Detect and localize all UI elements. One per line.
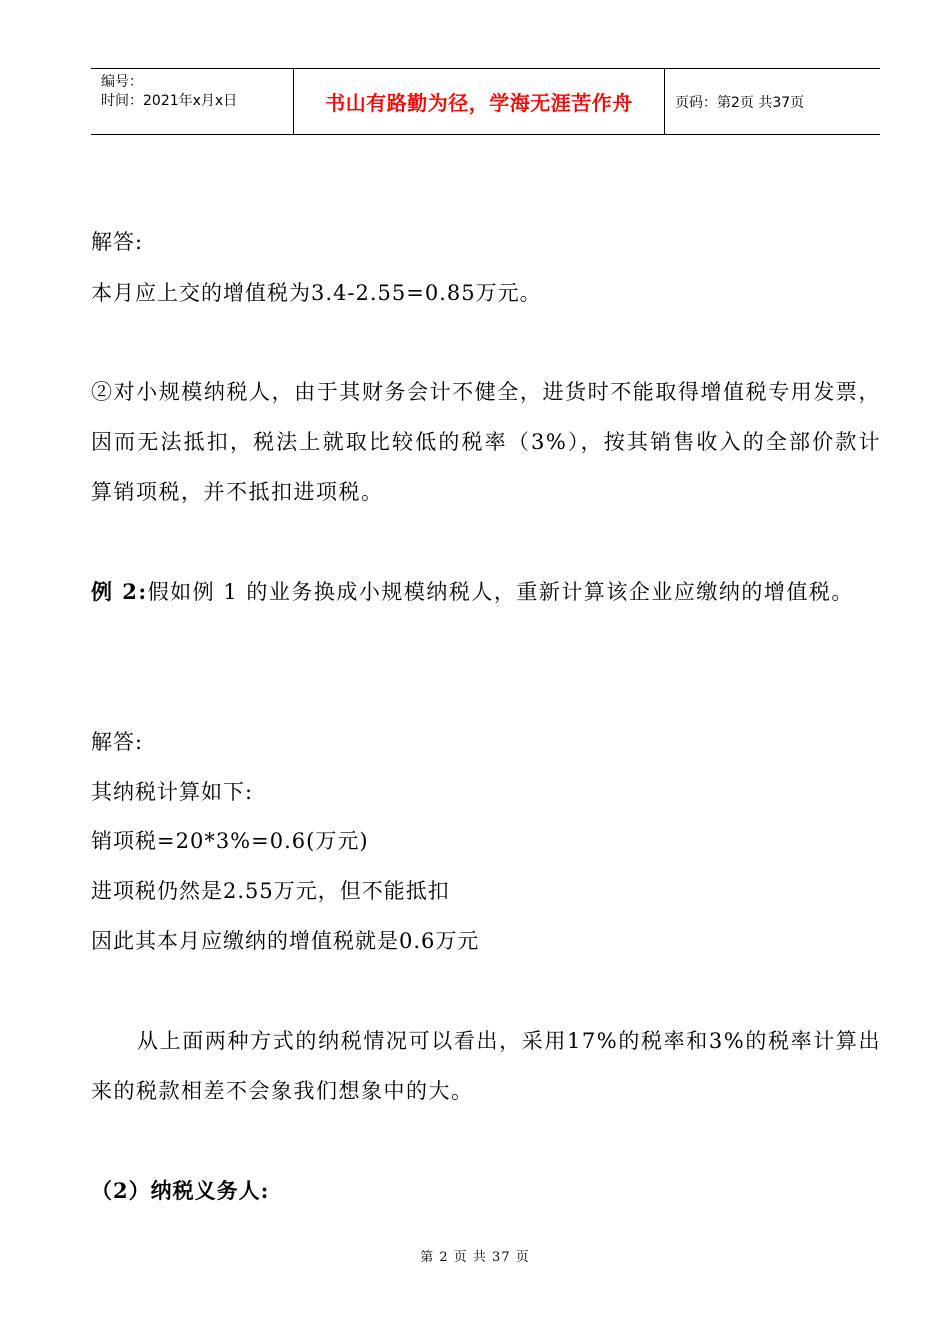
example-2-paragraph (91, 567, 881, 617)
answer-1-label: 解答: (91, 230, 144, 254)
header-meta (91, 69, 294, 134)
page-header (91, 68, 880, 135)
calc-input-tax: 进项税仍然是2.55万元，但不能抵扣 (91, 879, 450, 903)
answer-1-text: 本月应上交的增值税为3.4-2.55=0.85万元。 (91, 281, 542, 305)
calc-result: 因此其本月应缴纳的增值税就是0.6万元 (91, 929, 480, 953)
answer-2-label: 解答: (91, 730, 144, 754)
section-heading: （2）纳税义务人: (91, 1178, 270, 1203)
page-footer: 第 2 页 共 37 页 (420, 1250, 530, 1265)
document-number-label: 编号： (101, 74, 143, 90)
example-2-text: 假如例 1 的业务换成小规模纳税人，重新计算该企业应缴纳的增值税。 (147, 580, 854, 604)
example-2-label: 例 2: (91, 579, 148, 604)
calc-output-tax: 销项税=20*3%=0.6(万元) (91, 829, 369, 853)
comparison-paragraph: 从上面两种方式的纳税情况可以看出，采用17%的税率和3%的税率计算出来的税款相差不会象我们想象中的大。 (91, 1029, 881, 1103)
header-page-info: 页码：第2页 共37页 (675, 94, 805, 111)
small-taxpayer-paragraph: ②对小规模纳税人，由于其财务会计不健全，进货时不能取得增值税专用发票，因而无法抵扣，税法上就取比较低的税率（3%），按其销售收入的全部价款计算销项税，并不抵扣进项税。 (91, 380, 881, 504)
document-time-label: 时间：2021年x月x日 (101, 93, 238, 109)
calc-intro: 其纳税计算如下: (91, 780, 254, 804)
header-motto: 书山有路勤为径，学海无涯苦作舟 (294, 69, 665, 134)
